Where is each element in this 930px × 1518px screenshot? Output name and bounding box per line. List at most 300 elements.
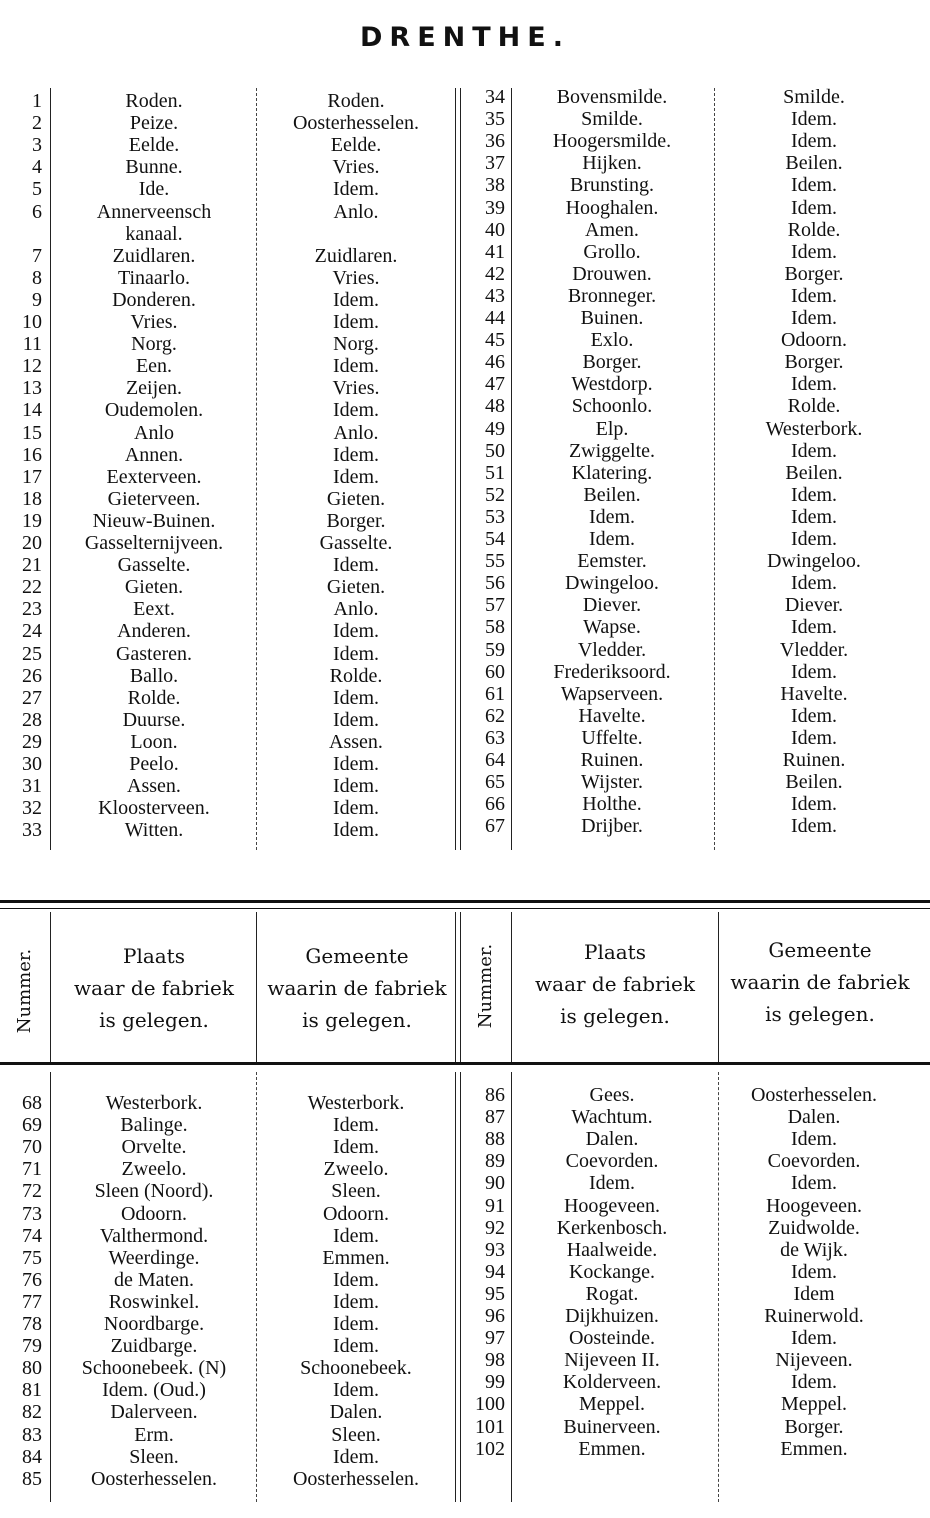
municipality-name: Idem. [332,819,380,842]
place-name: Dalen. [585,1128,639,1151]
row-number: 62 [485,704,505,727]
row-number: 68 [22,1092,42,1114]
municipality-name: Sleen. [331,1180,381,1203]
row-number: 102 [475,1437,505,1460]
row-number: 54 [485,528,505,550]
header-municipality-left [258,940,456,1036]
row-number: 22 [22,576,42,599]
row-number: 70 [22,1136,42,1159]
table-row [0,174,930,196]
row-number: 36 [485,130,505,153]
row-number: 34 [485,86,505,108]
row-number: 84 [22,1445,42,1468]
table-row [0,329,930,351]
table-row [0,1416,930,1438]
row-number: 50 [485,439,505,462]
place-name: Een. [135,355,173,378]
place-name: Buinerveen. [563,1415,661,1438]
header-number-left: Nummer. [14,948,35,1034]
municipality-name: Idem. [332,1224,380,1247]
row-number: 100 [475,1393,505,1416]
place-name: Sleen (Noord). [94,1180,214,1203]
rule [256,912,257,1062]
table-row [0,219,930,241]
place-name: Peize. [129,112,179,135]
row-number: 28 [22,708,42,731]
table-row [0,1195,930,1217]
municipality-name: Borger. [784,262,844,285]
place-name: Oosterhesselen. [90,1467,218,1490]
municipality-name: Odoorn. [780,329,848,352]
municipality-name: Idem. [332,443,380,466]
row-number: 12 [22,355,42,378]
municipality-name: Borger. [326,509,386,532]
row-number: 38 [485,174,505,197]
row-number: 92 [485,1216,505,1239]
place-name: Ballo. [129,664,179,687]
place-name: Kockange. [568,1260,656,1283]
row-number: 47 [485,373,505,396]
row-number: 94 [485,1260,505,1283]
table-row [0,86,930,108]
municipality-name: Oosterhesselen. [292,112,420,135]
place-name: Gees. [589,1084,635,1106]
municipality-name: Idem. [790,130,838,153]
municipality-name: Oosterhesselen. [750,1084,878,1106]
row-number: 21 [22,554,42,577]
municipality-name: Borger. [784,1415,844,1438]
row-number: 97 [485,1327,505,1350]
table-row [0,373,930,395]
row-number: 23 [22,598,42,621]
place-name: Nijeveen II. [564,1349,660,1372]
row-number: 13 [22,377,42,400]
place-name: Westerbork. [105,1092,203,1114]
row-number: 48 [485,395,505,418]
header-place-left [52,940,256,1036]
row-number: 83 [22,1423,42,1446]
municipality-name: Gieten. [326,487,386,510]
table-row [0,815,930,837]
row-number: 43 [485,284,505,307]
municipality-name: Rolde. [329,664,383,687]
table-row [0,1172,930,1194]
row-number: 27 [22,686,42,709]
rule [718,912,719,1062]
row-number: 25 [22,642,42,665]
row-number: 66 [485,793,505,816]
place-name: Gasteren. [115,642,193,665]
table-row [0,793,930,815]
header-line: waar de fabriek [535,972,695,996]
municipality-name: Idem. [332,1313,380,1335]
municipality-name: Idem. [332,1379,380,1402]
table-row [0,462,930,484]
row-number: 10 [22,311,42,333]
row-number: 57 [485,594,505,617]
municipality-name: Idem. [332,1290,380,1313]
place-name: de Maten. [114,1268,194,1291]
table-row [0,351,930,373]
place-name: Orvelte. [121,1136,187,1159]
place-name: Wijster. [581,771,643,794]
table-row [0,683,930,705]
header-number-right: Nummer. [475,943,496,1029]
place-name: Roden. [125,90,183,112]
place-name: Peelo. [129,753,179,775]
row-number: 18 [22,487,42,510]
municipality-name: Assen. [329,730,383,753]
row-number: 86 [485,1084,505,1106]
place-name: Nieuw-Buinen. [92,509,216,532]
place-name: Havelte. [578,704,646,727]
place-name: Gieten. [124,576,184,599]
row-number: 2 [32,112,42,135]
table-row [0,594,930,616]
row-number: 82 [22,1401,42,1424]
row-number: 24 [22,620,42,643]
place-name: Dwingeloo. [565,572,659,595]
place-name: Emmen. [578,1437,646,1460]
row-number: 74 [22,1224,42,1247]
row-number: 30 [22,753,42,775]
municipality-name: Idem. [790,1128,838,1151]
place-name: Roswinkel. [108,1290,200,1313]
municipality-name: Meppel. [780,1393,848,1416]
municipality-name: Idem. [790,793,838,816]
municipality-name: Westerbork. [307,1092,405,1114]
municipality-name: Idem. [790,196,838,219]
header-line: waarin de fabriek [267,976,447,1000]
place-name: Schoonlo. [571,395,653,418]
rule [0,1062,930,1065]
municipality-name: Idem. [790,726,838,749]
row-number: 81 [22,1379,42,1402]
municipality-name: Idem. [332,311,380,333]
municipality-name: Ruinerwold. [764,1305,864,1327]
municipality-name: Beilen. [785,152,843,175]
row-number: 15 [22,421,42,444]
row-number: 80 [22,1357,42,1380]
municipality-name: Vries. [332,266,380,289]
place-name: Donderen. [112,288,196,311]
place-name: Idem. (Oud.) [102,1379,206,1402]
row-number: 14 [22,399,42,422]
municipality-name: Coevorden. [767,1150,861,1173]
municipality-name: Dalen. [329,1401,383,1424]
row-number: 42 [485,262,505,285]
row-number: 73 [22,1202,42,1225]
municipality-name: Idem. [790,528,838,550]
table-row [0,1106,930,1128]
municipality-name: Sleen. [331,1423,381,1446]
municipality-name: Idem. [332,686,380,709]
municipality-name: Idem. [790,572,838,595]
table-row [0,528,930,550]
place-name: Elp. [595,417,629,440]
place-name: Zwiggelte. [568,439,656,462]
municipality-name: Odoorn. [322,1202,390,1225]
place-name: Rogat. [585,1282,639,1305]
row-number: 87 [485,1106,505,1129]
table-row [0,550,930,572]
place-name: Hoogeveen. [563,1194,661,1217]
municipality-name: Idem. [790,1172,838,1195]
row-number: 41 [485,240,505,263]
row-number: 17 [22,465,42,488]
municipality-name: Zweelo. [323,1158,389,1181]
municipality-name: Idem. [332,1268,380,1291]
row-number: 46 [485,351,505,374]
municipality-name: Dwingeloo. [767,550,861,573]
place-name: Diever. [582,594,642,617]
municipality-name: Idem. [790,174,838,197]
place-name: Annerveensch [96,200,212,223]
municipality-name: Rolde. [787,395,841,418]
table-row [0,661,930,683]
row-number: 75 [22,1246,42,1269]
header-line: is gelegen. [302,1008,412,1032]
row-number: 67 [485,815,505,838]
municipality-name: Gieten. [326,576,386,599]
place-name: Annen. [124,443,184,466]
place-name: Noordbarge. [103,1313,205,1335]
place-name: Eexterveen. [106,465,202,488]
row-number: 63 [485,726,505,749]
place-name: Kloosterveen. [98,797,210,820]
table-row [0,484,930,506]
table-row [0,1371,930,1393]
row-number: 37 [485,152,505,175]
place-name: Smilde. [581,108,643,131]
place-name: Schoonebeek. (N) [81,1357,227,1380]
row-number: 58 [485,616,505,639]
row-number: 6 [32,200,42,223]
municipality-name: Idem. [332,288,380,311]
row-number: 45 [485,329,505,352]
row-number: 11 [22,333,42,356]
municipality-name: Anlo. [333,200,379,223]
place-name: Zuidlaren. [112,244,196,267]
table-row [0,771,930,793]
municipality-name: Nijeveen. [775,1349,853,1372]
table-row [0,749,930,771]
row-number: 5 [32,178,42,201]
place-name: Coevorden. [565,1150,659,1173]
municipality-name: Idem. [790,815,838,838]
municipality-name: Vledder. [779,638,849,661]
row-number: 7 [32,244,42,267]
municipality-name: Idem. [790,439,838,462]
place-name: Norg. [131,333,177,356]
table-row [0,1327,930,1349]
place-name: Wapse. [583,616,641,639]
municipality-name: Roden. [327,90,385,112]
municipality-name: Schoonebeek. [300,1357,412,1380]
place-name: Amen. [585,218,639,241]
municipality-name: Ruinen. [782,749,846,771]
table-row [0,1217,930,1239]
place-name: kanaal. [125,222,183,245]
row-number: 44 [485,307,505,329]
row-number: 19 [22,509,42,532]
row-number: 85 [22,1467,42,1490]
header-line: Gemeente [768,938,872,962]
municipality-name: Gasselte. [319,532,393,554]
table-row [0,307,930,329]
place-name: Anlo [134,421,174,444]
row-number: 72 [22,1180,42,1203]
place-name: Vries. [130,311,178,333]
municipality-name: Idem. [332,465,380,488]
row-number: 53 [485,505,505,528]
municipality-name: Beilen. [785,461,843,484]
municipality-name: Idem. [790,1260,838,1283]
row-number: 91 [485,1194,505,1217]
municipality-name: Idem. [332,708,380,731]
municipality-name: Idem. [790,483,838,506]
row-number: 99 [485,1371,505,1394]
municipality-name: Idem. [332,797,380,820]
table-row [0,1283,930,1305]
municipality-name: Oosterhesselen. [292,1467,420,1490]
municipality-name: Idem. [332,620,380,643]
municipality-name: Zuidlaren. [314,244,398,267]
row-number: 39 [485,196,505,219]
place-name: Witten. [124,819,184,842]
row-number: 98 [485,1349,505,1372]
place-name: Exlo. [590,329,634,352]
row-number: 79 [22,1335,42,1358]
place-name: Erm. [134,1423,174,1446]
municipality-name: Idem. [790,505,838,528]
place-name: Idem. [588,1172,636,1195]
municipality-name: Idem. [332,642,380,665]
place-name: Bronneger. [567,284,657,307]
header-line: is gelegen. [99,1008,209,1032]
place-name: Duurse. [122,708,186,731]
table-row [0,263,930,285]
place-name: Wapserveen. [560,682,664,705]
table-row [0,130,930,152]
table-row [0,572,930,594]
header-line: Plaats [583,940,646,964]
municipality-name: Idem. [332,753,380,775]
municipality-name: Norg. [333,333,379,356]
municipality-name: Idem. [790,1371,838,1394]
table-row [0,152,930,174]
municipality-name: Westerbork. [765,417,863,440]
row-number: 20 [22,532,42,554]
place-name: Assen. [127,775,181,798]
place-name: Gasselte. [117,554,191,577]
place-name: Zeijen. [125,377,183,400]
place-name: Kolderveen. [562,1371,662,1394]
municipality-name: Idem. [790,373,838,396]
row-number: 78 [22,1313,42,1335]
place-name: Drijber. [581,815,643,838]
table-row [0,1438,930,1460]
header-line: is gelegen. [765,1002,875,1026]
row-number: 64 [485,749,505,771]
municipality-name: Borger. [784,351,844,374]
municipality-name: Idem. [332,1114,380,1137]
municipality-name: Anlo. [333,421,379,444]
municipality-name: Rolde. [787,218,841,241]
row-number: 101 [475,1415,505,1438]
place-name: Grollo. [583,240,641,263]
place-name: Drouwen. [572,262,652,285]
row-number: 52 [485,483,505,506]
place-name: Eelde. [128,134,180,157]
row-number: 61 [485,682,505,705]
table-row [0,1261,930,1283]
row-number: 16 [22,443,42,466]
municipality-name: Idem. [790,660,838,683]
municipality-name: Beilen. [785,771,843,794]
place-name: Buinen. [580,307,644,329]
row-number: 89 [485,1150,505,1173]
place-name: Odoorn. [120,1202,188,1225]
municipality-name: Idem. [790,307,838,329]
header-line: is gelegen. [560,1004,670,1028]
place-name: Idem. [588,505,636,528]
municipality-name: Eelde. [330,134,382,157]
table-row [0,1128,930,1150]
table-row [0,395,930,417]
municipality-name: Idem. [332,775,380,798]
header-line: waar de fabriek [74,976,234,1000]
table-row [0,440,930,462]
place-name: Idem. [588,528,636,550]
municipality-name: Idem. [332,355,380,378]
municipality-name: Hoogeveen. [765,1194,863,1217]
municipality-name: Idem. [790,284,838,307]
municipality-name: Idem. [790,704,838,727]
place-name: Dijkhuizen. [565,1305,659,1327]
municipality-name: Zuidwolde. [768,1216,860,1239]
municipality-name: Idem. [332,178,380,201]
rule [0,900,930,903]
municipality-name: de Wijk. [780,1238,848,1261]
municipality-name: Vries. [332,156,380,179]
municipality-name: Idem [793,1282,835,1305]
place-name: Hijken. [582,152,642,175]
row-number: 88 [485,1128,505,1151]
row-number: 35 [485,108,505,131]
municipality-name: Idem. [332,399,380,422]
row-number: 59 [485,638,505,661]
header-line: waarin de fabriek [730,970,910,994]
row-number: 33 [22,819,42,842]
place-name: Ide. [138,178,170,201]
table-row [0,1349,930,1371]
row-number: 51 [485,461,505,484]
place-name: Dalerveen. [110,1401,198,1424]
place-name: Zuidbarge. [110,1335,198,1358]
place-name: Beilen. [583,483,641,506]
place-name: Sleen. [129,1445,179,1468]
row-number: 26 [22,664,42,687]
municipality-name: Idem. [332,1136,380,1159]
place-name: Haalweide. [566,1238,658,1261]
row-number: 77 [22,1290,42,1313]
municipality-name: Idem. [790,240,838,263]
place-name: Gasselternijveen. [84,532,224,554]
municipality-name: Idem. [332,1335,380,1358]
row-number: 32 [22,797,42,820]
rule [460,912,461,1062]
